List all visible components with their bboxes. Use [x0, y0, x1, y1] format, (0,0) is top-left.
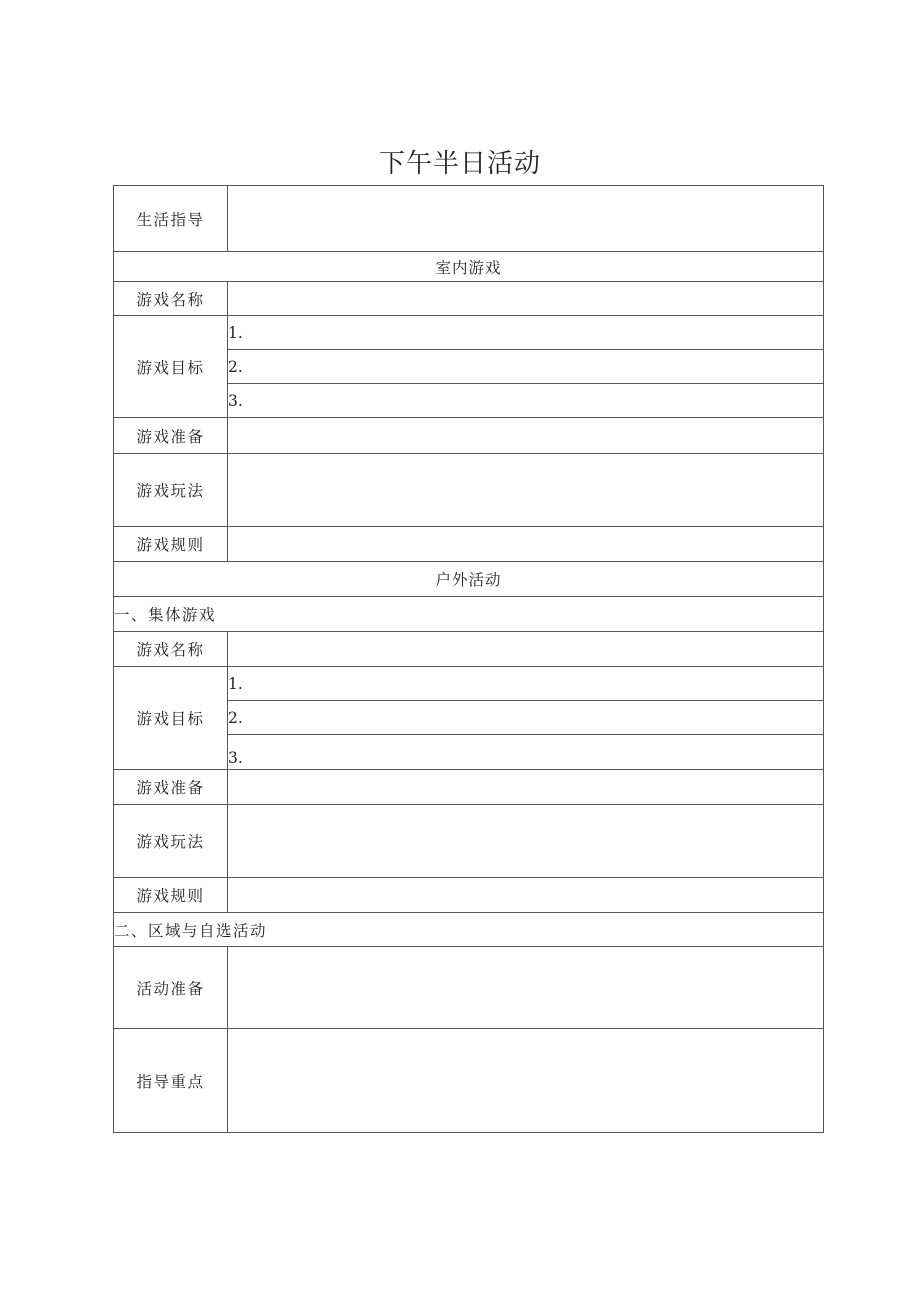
outdoor-play-label: 游戏玩法 [114, 805, 228, 878]
outdoor-goal-row-1 [114, 667, 824, 701]
indoor-prep-row [114, 418, 824, 454]
indoor-name-label: 游戏名称 [114, 282, 228, 316]
activity-plan-table [113, 185, 824, 1133]
outdoor-heading-row [114, 562, 824, 597]
outdoor-goal-label: 游戏目标 [114, 667, 228, 770]
outdoor-goal-1[interactable]: 1. [228, 667, 824, 701]
outdoor-goal-2[interactable]: 2. [228, 701, 824, 735]
indoor-goal-1[interactable]: 1. [228, 316, 824, 350]
outdoor-name-field[interactable] [228, 632, 824, 667]
indoor-heading-row [114, 252, 824, 282]
area-prep-label: 活动准备 [114, 947, 228, 1029]
outdoor-goal-3[interactable]: 3. [228, 735, 824, 770]
indoor-rule-field[interactable] [228, 527, 824, 562]
page-title: 下午半日活动 [378, 149, 541, 179]
indoor-goal-2[interactable]: 2. [228, 350, 824, 384]
area-heading-row [114, 913, 824, 947]
indoor-prep-field[interactable] [228, 418, 824, 454]
indoor-play-row [114, 454, 824, 527]
life-guidance-label: 生活指导 [114, 186, 228, 252]
outdoor-name-label: 游戏名称 [114, 632, 228, 667]
area-focus-row [114, 1029, 824, 1133]
group-game-heading: 一、集体游戏 [114, 597, 824, 632]
outdoor-play-row [114, 805, 824, 878]
indoor-play-field[interactable] [228, 454, 824, 527]
area-heading: 二、区域与自选活动 [114, 913, 824, 947]
outdoor-prep-row [114, 770, 824, 805]
group-game-heading-row [114, 597, 824, 632]
indoor-play-label: 游戏玩法 [114, 454, 228, 527]
life-guidance-row [114, 186, 824, 252]
outdoor-rule-row [114, 878, 824, 913]
indoor-goal-row-1 [114, 316, 824, 350]
indoor-name-row [114, 282, 824, 316]
outdoor-heading: 户外活动 [114, 562, 824, 597]
indoor-heading: 室内游戏 [114, 252, 824, 282]
indoor-goal-label: 游戏目标 [114, 316, 228, 418]
indoor-prep-label: 游戏准备 [114, 418, 228, 454]
life-guidance-field[interactable] [228, 186, 824, 252]
outdoor-play-field[interactable] [228, 805, 824, 878]
area-focus-field[interactable] [228, 1029, 824, 1133]
area-prep-row [114, 947, 824, 1029]
outdoor-prep-label: 游戏准备 [114, 770, 228, 805]
area-prep-field[interactable] [228, 947, 824, 1029]
outdoor-name-row [114, 632, 824, 667]
indoor-name-field[interactable] [228, 282, 824, 316]
indoor-goal-3[interactable]: 3. [228, 384, 824, 418]
indoor-rule-row [114, 527, 824, 562]
outdoor-prep-field[interactable] [228, 770, 824, 805]
indoor-rule-label: 游戏规则 [114, 527, 228, 562]
area-focus-label: 指导重点 [114, 1029, 228, 1133]
outdoor-rule-label: 游戏规则 [114, 878, 228, 913]
outdoor-rule-field[interactable] [228, 878, 824, 913]
